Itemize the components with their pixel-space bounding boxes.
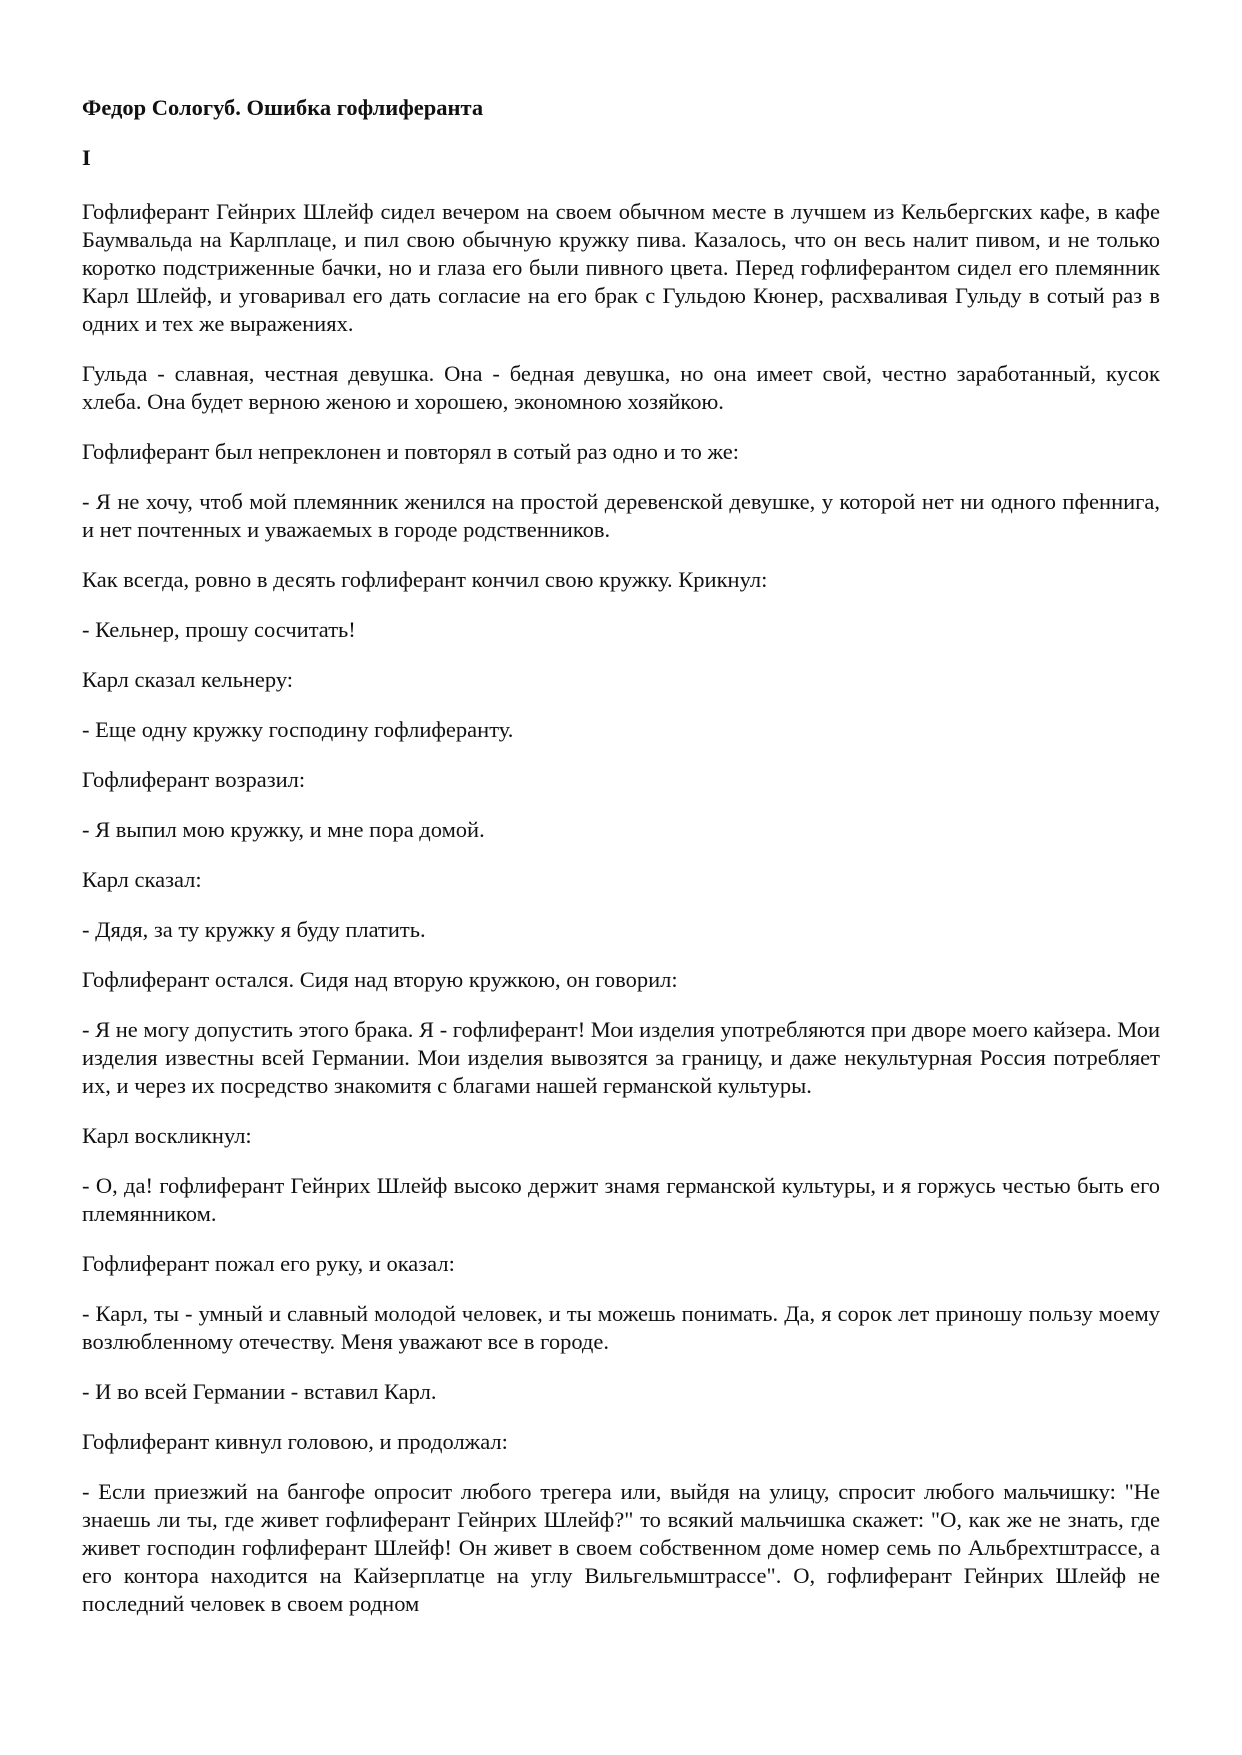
paragraph: Гофлиферант Гейнрих Шлейф сидел вечером на своем обычном месте в лучшем из Кельбергских кафе, в кафе Баумвальда на Карлплаце, и пил свою обычную кружку пива. Казалось, что он весь налит пивом, и не только коротко подстриженные бачки, но и глаза его были пивного цвета. Перед гофлиферантом сидел его племянник Карл Шлейф, и уговаривал его дать согласие на его брак с Гульдою Кюнер, расхваливая Гульду в сотый раз в одних и тех же выражениях.	[82, 199, 1160, 336]
paragraph: - Дядя, за ту кружку я буду платить.	[82, 917, 426, 942]
paragraph: Как всегда, ровно в десять гофлиферант кончил свою кружку. Крикнул:	[82, 567, 768, 592]
paragraph: Гофлиферант был непреклонен и повторял в сотый раз одно и то же:	[82, 439, 740, 464]
paragraph: - Кельнер, прошу сосчитать!	[82, 617, 356, 642]
paragraph: Карл сказал:	[82, 867, 202, 892]
paragraph: - Карл, ты - умный и славный молодой человек, и ты можешь понимать. Да, я сорок лет приношу пользу моему возлюбленному отечеству. Меня уважают все в городе.	[82, 1301, 1160, 1354]
paragraph: Гульда - славная, честная девушка. Она - бедная девушка, но она имеет свой, честно заработанный, кусок хлеба. Она будет верною женою и хорошею, экономною хозяйкою.	[82, 361, 1160, 414]
paragraph: Гофлиферант остался. Сидя над вторую кружкою, он говорил:	[82, 967, 678, 992]
chapter-heading: I	[82, 145, 91, 170]
paragraph: Гофлиферант возразил:	[82, 767, 306, 792]
document-page	[82, 80, 1160, 1618]
paragraph: - Я не могу допустить этого брака. Я - гофлиферант! Мои изделия употребляются при дворе моего кайзера. Мои изделия известны всей Германии. Мои изделия вывозятся за границу, и даже некультурная Россия потребляет их, и через их посредство знакомитя с благами нашей германской культуры.	[82, 1017, 1161, 1098]
document-title: Федор Сологуб. Ошибка гофлиферанта	[82, 95, 484, 120]
paragraph: Карл сказал кельнеру:	[82, 667, 294, 692]
paragraph-list	[82, 198, 1160, 1618]
paragraph: - Я выпил мою кружку, и мне пора домой.	[82, 817, 485, 842]
paragraph: - И во всей Германии - вставил Карл.	[82, 1379, 437, 1404]
paragraph: Карл воскликнул:	[82, 1123, 252, 1148]
paragraph: - Я не хочу, чтоб мой племянник женился на простой деревенской девушке, у которой нет ни одного пфеннига, и нет почтенных и уважаемых в городе родственников.	[82, 489, 1160, 542]
paragraph: - Еще одну кружку господину гофлиферанту.	[82, 717, 514, 742]
paragraph: - Если приезжий на бангофе опросит любого трегера или, выйдя на улицу, спросит любого мальчишку: "Не знаешь ли ты, где живет гофлиферант Гейнрих Шлейф?" то всякий мальчишка скажет: "О, как же не знать, где живет господин гофлиферант Шлейф! Он живет в своем собственном доме номер семь по Альбрехтштрассе, а его контора находится на Кайзерплатце на углу Вильгельмштрассе". О, гофлиферант Гейнрих Шлейф не последний человек в своем родном	[82, 1479, 1160, 1616]
paragraph: Гофлиферант кивнул головою, и продолжал:	[82, 1429, 508, 1454]
paragraph: - О, да! гофлиферант Гейнрих Шлейф высоко держит знамя германской культуры, и я горжусь честью быть его племянником.	[82, 1173, 1160, 1226]
paragraph: Гофлиферант пожал его руку, и оказал:	[82, 1251, 455, 1276]
